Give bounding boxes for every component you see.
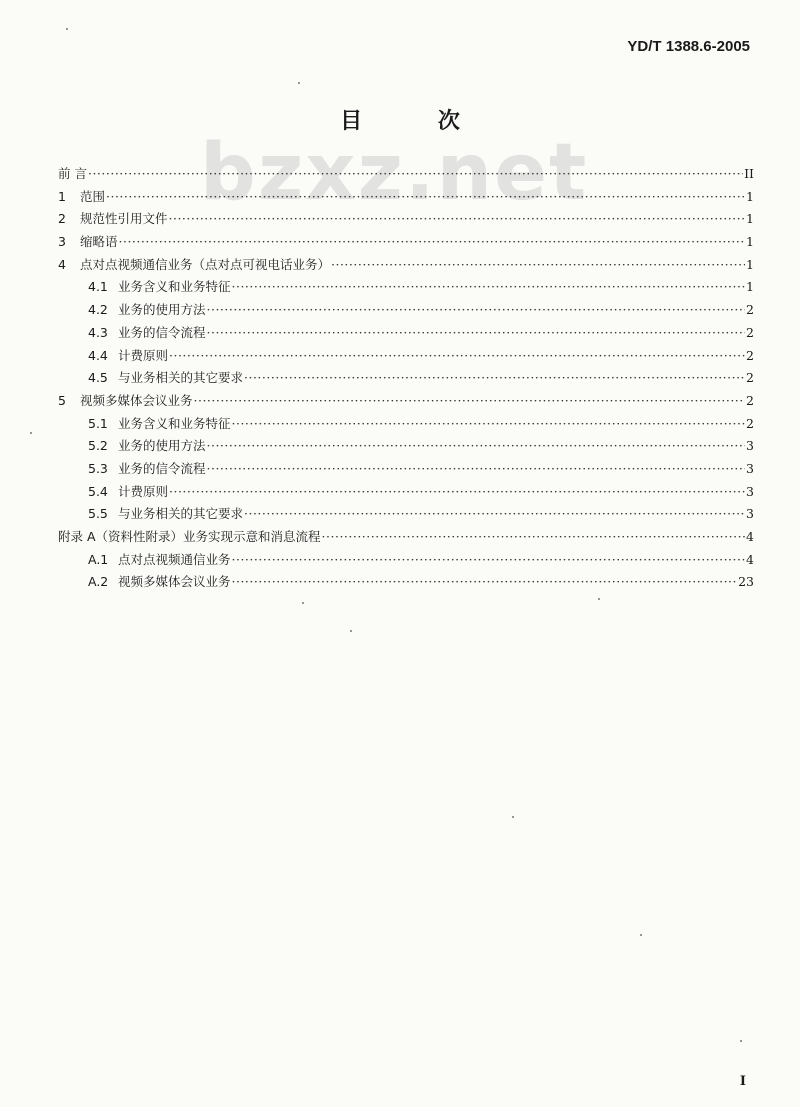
toc-leader-dots [232, 571, 738, 594]
toc-entry-label: 范围 [80, 188, 106, 204]
toc-leader-dots [106, 186, 745, 209]
toc-leader-dots [194, 390, 746, 413]
toc-entry-label: （资料性附录）业务实现示意和消息流程 [95, 529, 321, 544]
toc-entry-page: 2 [746, 392, 754, 408]
scan-speck [512, 816, 514, 818]
toc-entry-number: 5 [58, 392, 66, 408]
toc-entry [58, 367, 754, 390]
toc-leader-dots [244, 503, 745, 526]
toc-entry-label: 视频多媒体会议业务 [118, 574, 231, 590]
toc-entry-page: 1 [746, 256, 754, 272]
toc-entry-label: 业务的信令流程 [118, 460, 206, 476]
toc-entry-number: A.2 [88, 574, 109, 590]
toc-entry-label: 与业务相关的其它要求 [118, 370, 244, 386]
toc-leader-dots [169, 481, 745, 504]
toc-entry-label: 规范性引用文件 [80, 211, 168, 227]
toc-leader-dots [322, 526, 746, 549]
scan-speck [598, 598, 600, 600]
toc-entry-label: 业务的使用方法 [118, 438, 206, 454]
toc-entry [58, 208, 754, 231]
toc-entry [58, 231, 754, 254]
toc-entry [58, 549, 754, 572]
toc-leader-dots [119, 231, 746, 254]
toc-entry-label: 业务的使用方法 [118, 302, 206, 318]
toc-entry-page: 23 [738, 574, 754, 590]
toc-entry [58, 322, 754, 345]
toc-entry [58, 345, 754, 368]
toc-entry-number: 附录 A [58, 529, 96, 544]
toc-entry-page: 2 [746, 347, 754, 363]
toc-entry [58, 571, 754, 594]
toc-entry-page: 1 [746, 234, 754, 250]
toc-entry [58, 390, 754, 413]
toc-entry-page: 2 [746, 324, 754, 340]
watermark: bzxz.net [200, 128, 589, 218]
toc-entry-page: 3 [746, 483, 754, 499]
page-number: I [739, 1074, 746, 1089]
toc-entry-number: 4.4 [88, 347, 108, 363]
toc-entry-page: 3 [746, 460, 754, 476]
scan-speck [302, 602, 304, 604]
toc-entry-number: 5.4 [88, 483, 108, 499]
toc-entry-label: 与业务相关的其它要求 [118, 506, 244, 522]
toc-entry-number: A.1 [88, 551, 109, 567]
scan-speck [740, 1040, 742, 1042]
toc-leader-dots [207, 458, 746, 481]
toc-entry-number: 1 [58, 188, 66, 204]
toc-leader-dots [207, 299, 746, 322]
toc-entry-page: II [744, 166, 754, 181]
toc-leader-dots [232, 549, 746, 572]
toc-entry-number: 前 言 [58, 166, 87, 181]
toc-entry [58, 435, 754, 458]
toc-leader-dots [207, 322, 746, 345]
toc-entry [58, 254, 754, 277]
toc-entry-page: 1 [746, 211, 754, 227]
toc-entry-number: 4 [58, 256, 66, 272]
toc-entry-number: 3 [58, 234, 66, 250]
toc-entry-number: 5.2 [88, 438, 108, 454]
toc-entry [58, 413, 754, 436]
toc-leader-dots [232, 413, 746, 436]
toc-entry-label: 视频多媒体会议业务 [80, 392, 193, 408]
toc-leader-dots [207, 435, 746, 458]
table-of-contents [58, 163, 754, 594]
page-title: 目 次 [340, 109, 494, 134]
toc-entry-label: 计费原则 [118, 347, 169, 363]
toc-leader-dots [169, 208, 746, 231]
toc-entry-label: 点对点视频通信业务 [118, 551, 231, 567]
toc-entry [58, 163, 754, 186]
toc-entry-page: 2 [746, 302, 754, 318]
scan-speck [66, 28, 68, 30]
toc-leader-dots [331, 254, 745, 277]
toc-entry-number: 5.1 [88, 415, 108, 431]
toc-leader-dots [232, 276, 746, 299]
toc-entry-page: 2 [746, 415, 754, 431]
toc-entry [58, 276, 754, 299]
toc-entry [58, 186, 754, 209]
toc-entry-label: 业务的信令流程 [118, 324, 206, 340]
toc-entry-number: 2 [58, 211, 66, 227]
toc-entry-page: 2 [746, 370, 754, 386]
toc-entry-page: 4 [746, 529, 754, 544]
toc-leader-dots [88, 163, 743, 186]
toc-entry [58, 458, 754, 481]
toc-entry-label: 计费原则 [118, 483, 169, 499]
toc-entry-number: 4.5 [88, 370, 108, 386]
toc-entry [58, 481, 754, 504]
scan-speck [640, 934, 642, 936]
toc-entry-number: 4.3 [88, 324, 108, 340]
toc-entry-page: 1 [746, 188, 754, 204]
toc-entry-label: 点对点视频通信业务（点对点可视电话业务） [80, 256, 331, 272]
toc-entry-number: 5.5 [88, 506, 108, 522]
toc-entry-label: 缩略语 [80, 234, 118, 250]
toc-entry [58, 503, 754, 526]
toc-entry [58, 299, 754, 322]
toc-entry-page: 4 [746, 551, 754, 567]
toc-entry-label: 业务含义和业务特征 [118, 415, 231, 431]
toc-entry-number: 4.1 [88, 279, 108, 295]
toc-entry [58, 526, 754, 549]
toc-entry-page: 1 [746, 279, 754, 295]
toc-entry-label: 业务含义和业务特征 [118, 279, 231, 295]
toc-leader-dots [244, 367, 745, 390]
standard-code: YD/T 1388.6-2005 [627, 38, 750, 55]
scan-speck [350, 630, 352, 632]
toc-leader-dots [169, 345, 745, 368]
toc-entry-number: 5.3 [88, 460, 108, 476]
scan-speck [30, 432, 32, 434]
toc-entry-number: 4.2 [88, 302, 108, 318]
scan-speck [298, 82, 300, 84]
toc-entry-page: 3 [746, 438, 754, 454]
toc-entry-page: 3 [746, 506, 754, 522]
